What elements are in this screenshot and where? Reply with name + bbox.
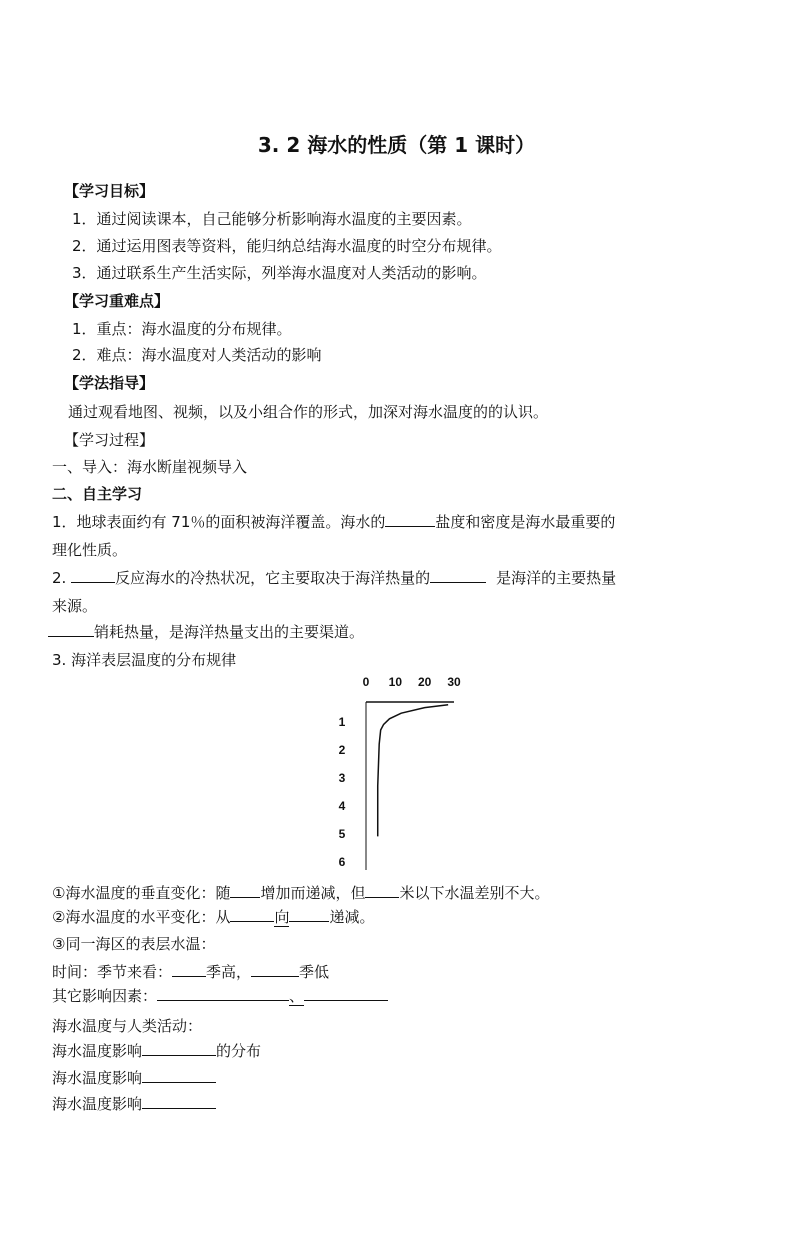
x-tick-label: 10 — [388, 675, 403, 689]
answer-blank[interactable] — [430, 568, 486, 583]
human-item-text: 的分布 — [216, 1042, 262, 1060]
self-study-heading: 二、自主学习 — [52, 485, 143, 503]
human-item-text: 海水温度影响 — [52, 1095, 143, 1113]
key-heading: 【学习重难点】 — [64, 292, 170, 310]
temperature-curve — [378, 705, 448, 837]
x-tick-label: 30 — [447, 675, 461, 689]
question-2-text: 2. — [52, 569, 72, 587]
question-2-text: 反应海水的冷热状况，它主要取决于海洋热量的 — [115, 569, 431, 587]
vertical-change-text: 增加而递减，但 — [260, 884, 366, 902]
question-2-text: 是海洋的主要热量 — [496, 569, 617, 587]
answer-blank[interactable] — [172, 962, 206, 977]
vertical-change — [52, 883, 549, 903]
human-item — [52, 1041, 261, 1061]
key-point: 1．重点：海水温度的分布规律。 — [72, 320, 292, 338]
horizontal-change-text: 递减。 — [329, 908, 375, 926]
other-factors-sep: 、 — [289, 987, 305, 1005]
horizontal-change — [52, 907, 374, 927]
human-heading: 海水温度与人类活动： — [52, 1017, 203, 1035]
page-title: 3. 2 海水的性质（第 1 课时） — [257, 133, 536, 157]
y-tick-label: 2 — [338, 743, 346, 757]
question-1 — [52, 512, 615, 532]
y-tick-label: 4 — [338, 799, 346, 813]
human-item-text: 海水温度影响 — [52, 1069, 143, 1087]
question-2-text: 销耗热量，是海洋热量支出的主要渠道。 — [94, 623, 365, 641]
season-text: 季低 — [299, 963, 330, 981]
method-text: 通过观看地图、视频，以及小组合作的形式，加深对海水温度的的认识。 — [68, 403, 549, 421]
human-item-text: 海水温度影响 — [52, 1042, 143, 1060]
answer-blank[interactable] — [365, 883, 399, 898]
y-tick-label: 3 — [338, 771, 346, 785]
goals-heading: 【学习目标】 — [64, 182, 155, 200]
temperature-depth-chart — [326, 670, 466, 880]
answer-blank[interactable] — [304, 986, 388, 1001]
same-sea-area: ③同一海区的表层水温： — [52, 935, 216, 953]
question-1-cont: 理化性质。 — [52, 541, 128, 559]
question-2 — [52, 568, 616, 588]
y-tick-label: 6 — [338, 855, 346, 869]
answer-blank[interactable] — [142, 1094, 216, 1109]
x-tick-label: 0 — [362, 675, 370, 689]
answer-blank[interactable] — [157, 986, 289, 1001]
horizontal-change-text: 向 — [274, 908, 290, 926]
answer-blank[interactable] — [385, 512, 435, 527]
intro-line: 一、导入：海水断崖视频导入 — [52, 458, 248, 476]
answer-blank[interactable] — [230, 883, 260, 898]
answer-blank[interactable] — [230, 907, 274, 922]
season-text: 时间：季节来看： — [52, 963, 173, 981]
answer-blank[interactable] — [142, 1068, 216, 1083]
x-tick-label: 20 — [417, 675, 432, 689]
y-tick-label: 5 — [338, 827, 346, 841]
other-factors-text: 其它影响因素： — [52, 987, 158, 1005]
question-2-cont2 — [48, 622, 364, 642]
answer-blank[interactable] — [251, 962, 299, 977]
goal-item: 1．通过阅读课本，自己能够分析影响海水温度的主要因素。 — [72, 210, 472, 228]
season-text: 季高， — [206, 963, 252, 981]
human-item — [52, 1094, 216, 1114]
answer-blank[interactable] — [289, 907, 329, 922]
human-item — [52, 1068, 216, 1088]
question-3: 3. 海洋表层温度的分布规律 — [52, 651, 237, 669]
y-tick-label: 1 — [338, 715, 346, 729]
question-2-cont: 来源。 — [52, 597, 98, 615]
answer-blank[interactable] — [142, 1041, 216, 1056]
season-line — [52, 962, 329, 982]
other-factors — [52, 986, 388, 1006]
question-1-text: 1．地球表面约有 71％的面积被海洋覆盖。海水的 — [52, 513, 386, 531]
answer-blank[interactable] — [71, 568, 115, 583]
vertical-change-text: ①海水温度的垂直变化：随 — [52, 884, 231, 902]
question-1-text: 盐度和密度是海水最重要的 — [435, 513, 616, 531]
goal-item: 2．通过运用图表等资料，能归纳总结海水温度的时空分布规律。 — [72, 237, 502, 255]
horizontal-change-text: ②海水温度的水平变化：从 — [52, 908, 231, 926]
method-heading: 【学法指导】 — [64, 374, 155, 392]
key-point: 2．难点：海水温度对人类活动的影响 — [72, 346, 322, 364]
vertical-change-text: 米以下水温差别不大。 — [399, 884, 550, 902]
goal-item: 3．通过联系生产生活实际，列举海水温度对人类活动的影响。 — [72, 264, 487, 282]
process-heading: 【学习过程】 — [64, 431, 155, 449]
answer-blank[interactable] — [48, 622, 94, 637]
